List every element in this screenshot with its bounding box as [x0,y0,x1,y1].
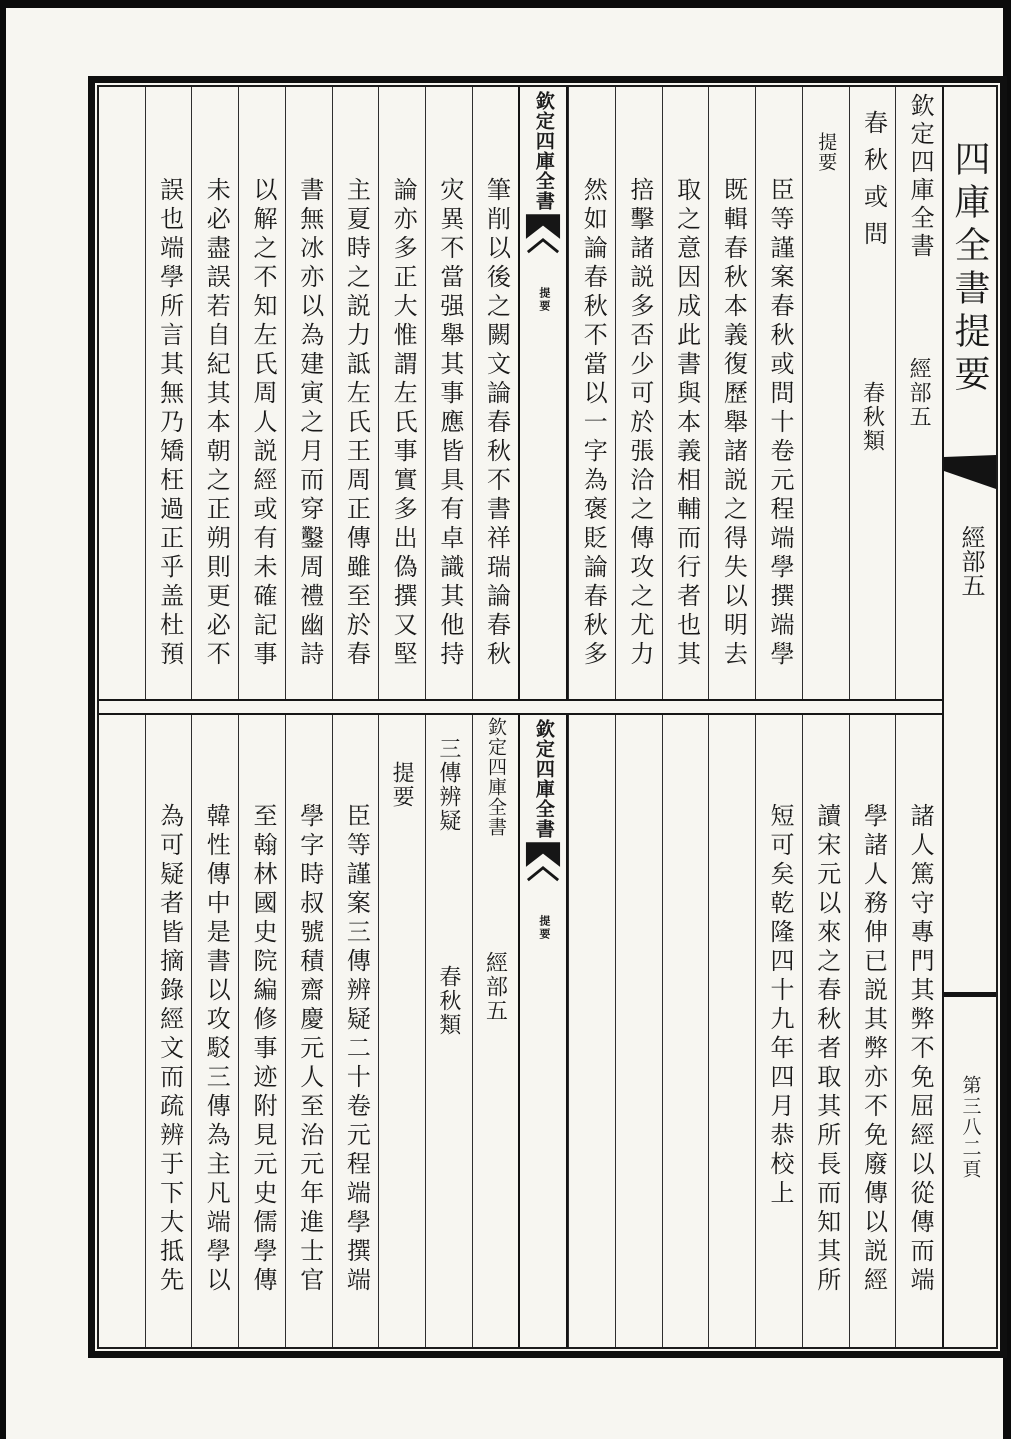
text-column [238,715,285,1347]
column-text: 為可疑者皆摘錄經文而疏辨于下大抵先 [155,803,182,1296]
column-text: 學字時叔號積齋慶元人至治元年進士官 [295,803,322,1296]
text-area [99,87,942,1347]
text-column [472,87,519,699]
text-column [662,87,709,699]
header-column [895,87,942,699]
margin-sidebar [942,87,996,1347]
folio-section-label: 提要 [537,287,550,313]
text-column [145,715,192,1347]
text-column [332,87,379,699]
blank-column [99,715,145,1347]
text-column [425,87,472,699]
header-column [378,715,425,1347]
column-text: 主夏時之説力詆左氏王周正傳雖至於春 [342,177,369,670]
top-page-spread [99,87,942,699]
bottom-page-spread [99,715,942,1347]
column-text: 誤也端學所言其無乃矯枉過正乎盖杜預 [155,177,182,670]
text-column [285,87,332,699]
scan-border-left [0,0,6,1439]
column-text: 提要 [815,132,837,172]
sidebar-title: 四庫全書提要 [950,140,990,398]
sidebar-page-number: 第三八二頁 [959,1075,981,1180]
fishtail-icon [525,213,561,259]
scan-border-top [0,0,1011,8]
column-text: 經部五 [907,357,933,429]
column-text: 春秋類 [860,381,886,453]
folio-title: 欽定四庫全書 [532,91,554,211]
column-text: 春秋或問 [859,110,886,258]
text-column [755,715,802,1347]
column-text: 經部五 [483,951,509,1023]
text-column [238,87,285,699]
text-column [191,715,238,1347]
text-column [615,87,662,699]
column-text: 筆削以後之闕文論春秋不書祥瑞論春秋 [482,177,509,670]
sidebar-divider [944,992,996,997]
blank-column [615,715,662,1347]
header-column [472,715,519,1347]
column-text: 既輯春秋本義復歷舉諸説之得失以明去 [719,177,746,670]
folio-title: 欽定四庫全書 [532,719,554,839]
column-text: 韓性傳中是書以攻駁三傳為主凡端學以 [202,803,229,1296]
sidebar-section-label: 經部五 [957,525,983,597]
column-text: 臣等謹案三傳辨疑二十卷元程端學撰端 [342,803,369,1296]
column-text: 書無冰亦以為建寅之月而穿鑿周禮幽詩 [295,177,322,670]
column-text: 然如論春秋不當以一字為褒貶論春秋多 [579,177,606,670]
column-text: 欽定四庫全書 [906,93,933,261]
column-text: 春秋類 [436,965,462,1037]
header-column [425,715,472,1347]
column-text: 未必盡誤若自紀其本朝之正朔則更必不 [202,177,229,670]
column-text: 三傳辨疑 [436,737,462,833]
text-column [849,715,896,1347]
folio-section-label: 提要 [537,915,550,941]
column-text: 論亦多正大惟謂左氏事實多出偽撰又堅 [389,177,416,670]
text-column [755,87,802,699]
text-column [285,715,332,1347]
text-column [378,87,425,699]
inner-frame [97,85,998,1349]
column-text: 取之意因成此書與本義相輔而行者也其 [672,177,699,670]
column-text: 臣等謹案春秋或問十卷元程端學撰端學 [766,177,793,670]
column-text: 學諸人務伸已説其弊亦不免廢傳以説經 [859,803,886,1296]
folio-center-column [518,715,568,1347]
text-column [895,715,942,1347]
text-column [191,87,238,699]
fishtail-icon [525,841,561,887]
sidebar-tab-wedge-icon [944,455,996,491]
page-frame [88,76,1007,1358]
blank-column [99,87,145,699]
text-column [802,715,849,1347]
header-column [849,87,896,699]
text-column [145,87,192,699]
column-text: 提要 [390,761,416,809]
blank-column [662,715,709,1347]
column-text: 讀宋元以來之春秋者取其所長而知其所 [812,803,839,1296]
folio-center-column [518,87,568,699]
column-text: 掊擊諸説多否少可於張洽之傳攻之尤力 [625,177,652,670]
text-column [332,715,379,1347]
column-text: 灾異不當强舉其事應皆具有卓識其他持 [435,177,462,670]
blank-column [568,715,615,1347]
column-text: 至翰林國史院編修事迹附見元史儒學傳 [249,803,275,1296]
text-column [568,87,615,699]
column-text: 以解之不知左氏周人説經或有未確記事 [249,177,275,670]
column-text: 欽定四庫全書 [485,717,507,837]
column-text: 短可矣乾隆四十九年四月恭校上 [766,803,793,1209]
text-column [708,87,755,699]
blank-column [708,715,755,1347]
column-text: 諸人篤守專門其弊不免屈經以從傳而端 [906,803,933,1296]
spread-divider [99,699,942,715]
header-column [802,87,849,699]
